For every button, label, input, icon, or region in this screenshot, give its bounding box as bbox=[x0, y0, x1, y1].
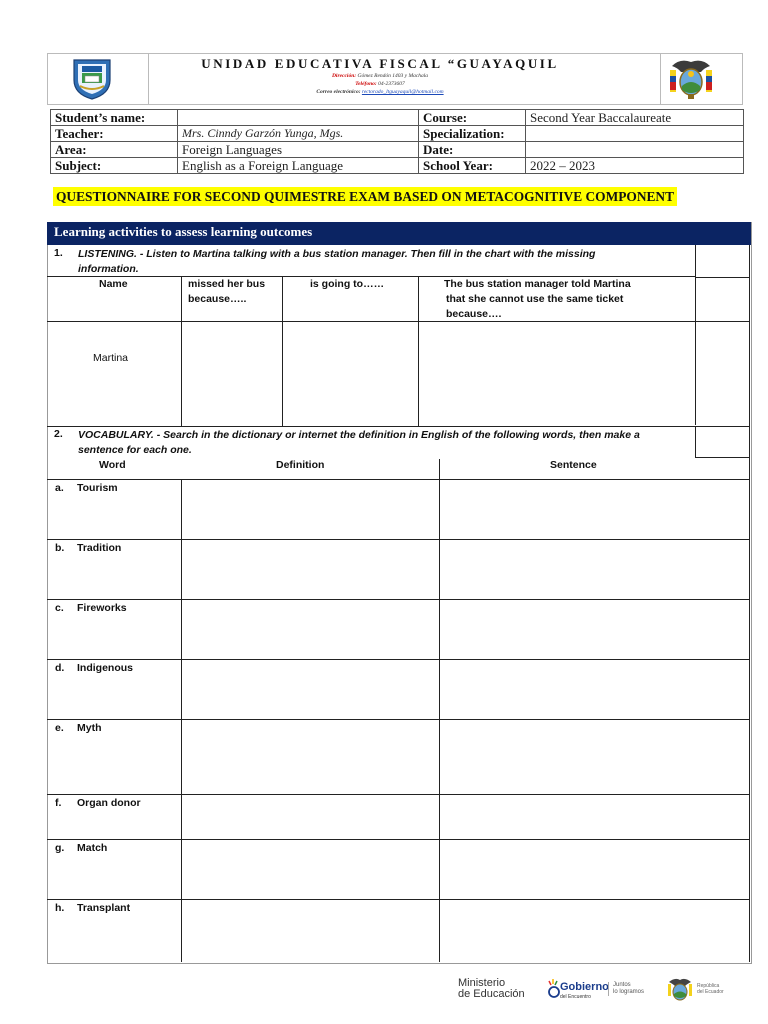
definition-field[interactable] bbox=[183, 796, 438, 838]
student-info-table bbox=[50, 109, 744, 174]
vocab-word: Transplant bbox=[77, 902, 131, 914]
listening-row-name: Martina bbox=[93, 352, 129, 364]
sentence-field[interactable] bbox=[441, 796, 748, 838]
area-value: Foreign Languages bbox=[178, 142, 419, 158]
sentence-field[interactable] bbox=[441, 901, 748, 961]
ministerio-line1: Ministerio bbox=[458, 977, 506, 989]
answer-missed-bus-because[interactable] bbox=[183, 323, 281, 425]
area-label: Area: bbox=[51, 142, 178, 158]
address-label: Dirección: bbox=[331, 73, 357, 79]
listening-instruction-line2: information. bbox=[78, 263, 139, 275]
sentence-field[interactable] bbox=[441, 661, 748, 718]
date-field[interactable] bbox=[526, 142, 744, 158]
section-header-bar bbox=[47, 222, 751, 245]
listening-col-missed-1: missed her bus bbox=[188, 278, 266, 290]
definition-field[interactable] bbox=[183, 661, 438, 718]
gobierno-subtext: del Encuentro bbox=[560, 994, 591, 1000]
republica-line1: República bbox=[697, 983, 720, 989]
school-name: UNIDAD EDUCATIVA FISCAL “GUAYAQUIL bbox=[201, 56, 559, 71]
vocabulary-number: 2. bbox=[54, 428, 63, 440]
vocab-word: Match bbox=[77, 842, 108, 854]
section-header-text: Learning activities to assess learning outcomes bbox=[54, 224, 313, 239]
vocab-letter: b. bbox=[55, 542, 65, 554]
student-name-label: Student’s name: bbox=[51, 110, 178, 126]
sentence-field[interactable] bbox=[441, 601, 748, 658]
juntos-line1: Juntos bbox=[613, 982, 631, 988]
sentence-field[interactable] bbox=[441, 721, 748, 793]
teacher-value: Mrs. Cinndy Garzón Yunga, Mgs. bbox=[178, 126, 419, 142]
vocab-letter: e. bbox=[55, 722, 64, 734]
vocabulary-col-sentence: Sentence bbox=[550, 459, 597, 471]
gobierno-text: Gobierno bbox=[560, 981, 609, 993]
vocab-word: Indigenous bbox=[77, 662, 133, 674]
listening-col-missed-2: because….. bbox=[188, 293, 247, 305]
vocab-word: Organ donor bbox=[77, 797, 141, 809]
juntos-line2: lo logramos bbox=[613, 989, 645, 995]
address-value: Gómez Rendón 1403 y Machala bbox=[357, 73, 429, 79]
republica-coat-of-arms-icon bbox=[667, 976, 693, 1002]
course-label: Course: bbox=[419, 110, 526, 126]
course-value: Second Year Baccalaureate bbox=[526, 110, 744, 126]
sentence-field[interactable] bbox=[441, 541, 748, 598]
school-year-label: School Year: bbox=[419, 158, 526, 174]
school-year-value: 2022 – 2023 bbox=[526, 158, 744, 174]
listening-number: 1. bbox=[54, 247, 63, 259]
vocab-letter: a. bbox=[55, 482, 64, 494]
sentence-field[interactable] bbox=[441, 841, 748, 898]
address-line bbox=[150, 73, 610, 79]
email-line bbox=[150, 89, 610, 95]
teacher-label: Teacher: bbox=[51, 126, 178, 142]
ecuador-coat-of-arms-icon bbox=[668, 56, 714, 100]
gobierno-sun-icon bbox=[546, 977, 560, 999]
republica-line2: del Ecuador bbox=[697, 989, 724, 995]
listening-col-name: Name bbox=[99, 278, 128, 290]
vocab-letter: c. bbox=[55, 602, 64, 614]
listening-score-box[interactable] bbox=[696, 246, 749, 277]
questionnaire-title: QUESTIONNAIRE FOR SECOND QUIMESTRE EXAM BASED ON METACOGNITIVE COMPONENT bbox=[53, 187, 677, 206]
listening-col-manager-3: because…. bbox=[446, 308, 502, 320]
vocabulary-col-definition: Definition bbox=[276, 459, 325, 471]
phone-value: 04-2373607 bbox=[378, 81, 405, 87]
specialization-field[interactable] bbox=[526, 126, 744, 142]
vocab-word: Myth bbox=[77, 722, 102, 734]
vocab-word: Fireworks bbox=[77, 602, 127, 614]
sentence-field[interactable] bbox=[441, 481, 748, 538]
definition-field[interactable] bbox=[183, 841, 438, 898]
vocab-letter: g. bbox=[55, 842, 65, 854]
date-label: Date: bbox=[419, 142, 526, 158]
ministerio-logo bbox=[458, 978, 525, 1000]
listening-col-manager-1: The bus station manager told Martina bbox=[444, 278, 631, 290]
student-name-field[interactable] bbox=[178, 110, 419, 126]
vocab-letter: f. bbox=[55, 797, 62, 809]
vocab-letter: d. bbox=[55, 662, 65, 674]
vocab-word: Tourism bbox=[77, 482, 118, 494]
listening-instruction-line1: LISTENING. - Listen to Martina talking with a bus station manager. Then fill in the chart with the missing bbox=[78, 248, 596, 260]
email-label: Correo electrónico: bbox=[316, 89, 361, 95]
subject-value: English as a Foreign Language bbox=[178, 158, 419, 174]
republica-text bbox=[697, 983, 724, 995]
subject-label: Subject: bbox=[51, 158, 178, 174]
definition-field[interactable] bbox=[183, 481, 438, 538]
vocab-letter: h. bbox=[55, 902, 65, 914]
answer-ticket-reason[interactable] bbox=[420, 323, 695, 425]
definition-field[interactable] bbox=[183, 601, 438, 658]
definition-field[interactable] bbox=[183, 541, 438, 598]
vocabulary-instruction-line1: VOCABULARY. - Search in the dictionary or internet the definition in English of the following words, then make a bbox=[78, 429, 640, 441]
vocabulary-col-word: Word bbox=[99, 459, 126, 471]
school-crest-logo bbox=[68, 56, 116, 100]
listening-col-going: is going to…… bbox=[310, 278, 385, 290]
specialization-label: Specialization: bbox=[419, 126, 526, 142]
phone-line bbox=[150, 81, 610, 87]
ministerio-line2: de Educación bbox=[458, 988, 525, 1000]
juntos-slogan bbox=[608, 982, 644, 996]
vocabulary-instruction-line2: sentence for each one. bbox=[78, 444, 192, 456]
vocabulary-score-box[interactable] bbox=[696, 428, 749, 457]
phone-label: Teléfono: bbox=[355, 81, 377, 87]
listening-col-manager-2: that she cannot use the same ticket bbox=[446, 293, 624, 305]
vocab-word: Tradition bbox=[77, 542, 122, 554]
email-link[interactable]: rectorado_ltguayaquil@hotmail.com bbox=[361, 89, 444, 95]
definition-field[interactable] bbox=[183, 901, 438, 961]
definition-field[interactable] bbox=[183, 721, 438, 793]
answer-is-going-to[interactable] bbox=[284, 323, 417, 425]
